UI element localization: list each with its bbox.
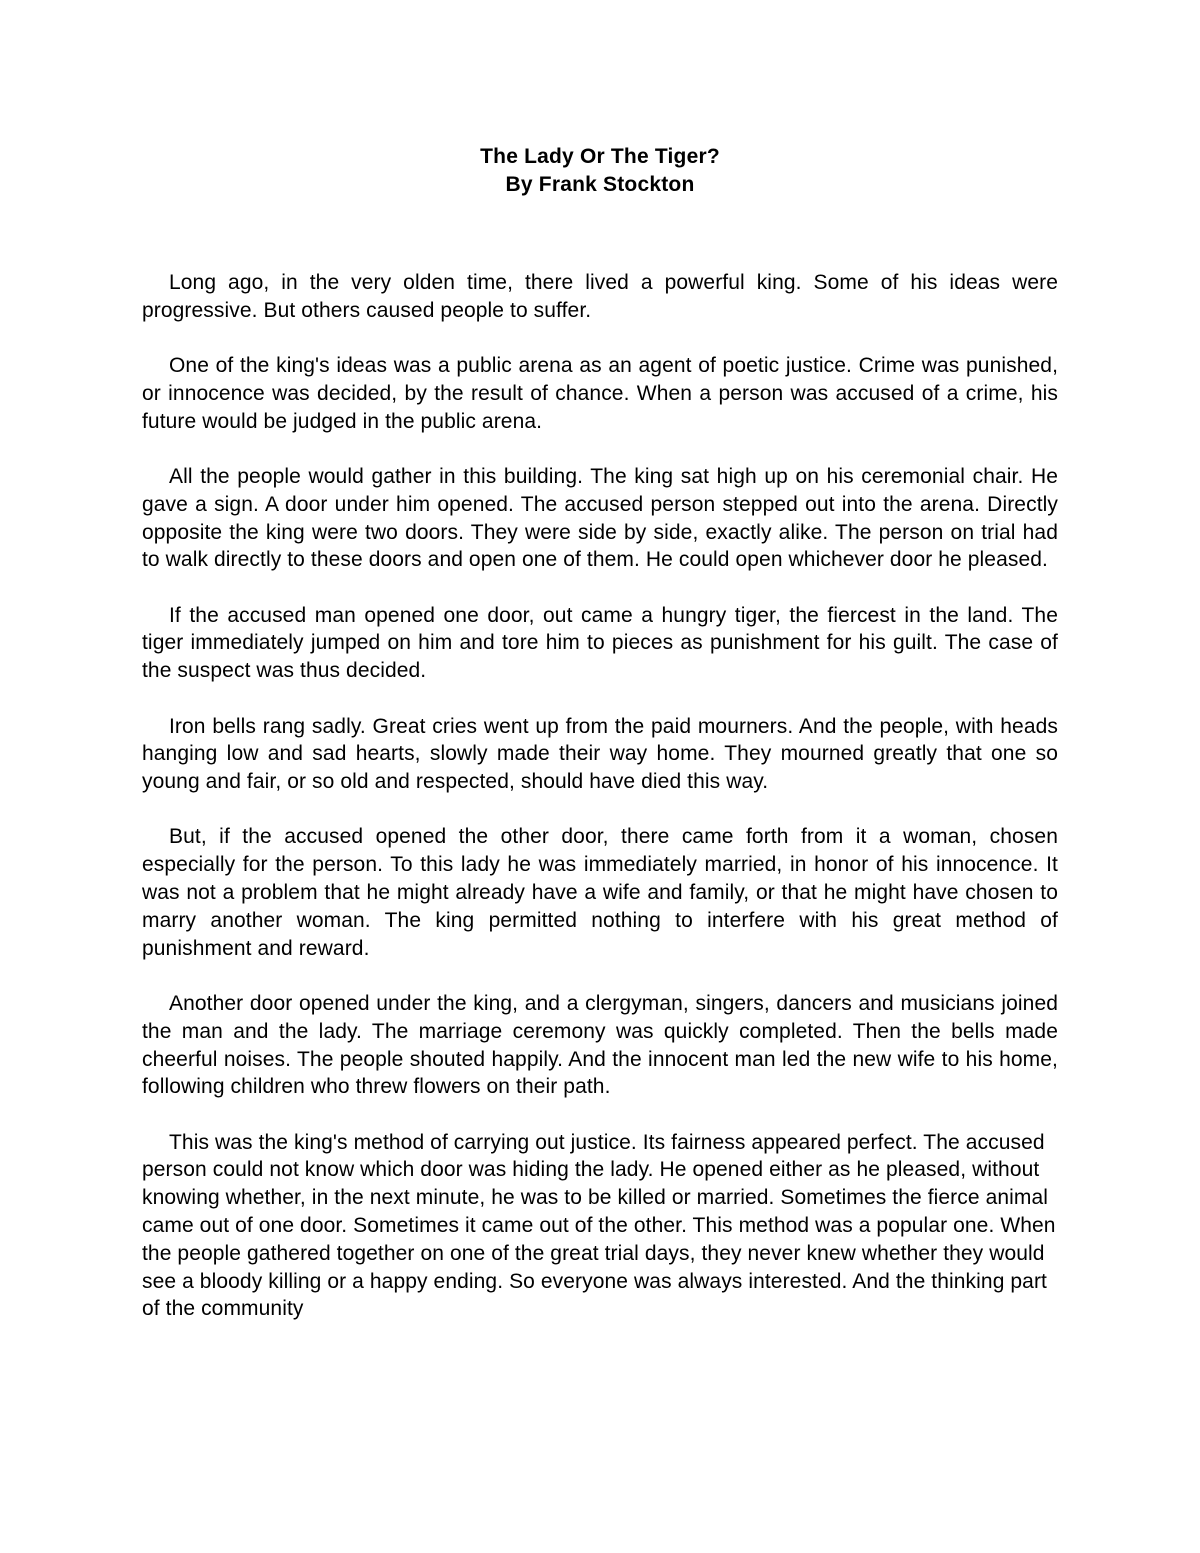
- paragraph: Iron bells rang sadly. Great cries went up from the paid mourners. And the people, with heads hanging low and sad hearts, slowly made their way home. They mourned greatly that one so young and fair, or so old and respected, should have died this way.: [142, 714, 1058, 794]
- document-author: By Frank Stockton: [505, 173, 695, 196]
- paragraph: If the accused man opened one door, out came a hungry tiger, the fiercest in the land. The tiger immediately jumped on him and tore him to pieces as punishment for his guilt. The case of the suspect was thus decided.: [142, 603, 1058, 683]
- title-block: [0, 143, 1200, 199]
- paragraph: But, if the accused opened the other door, there came forth from it a woman, chosen especially for the person. To this lady he was immediately married, in honor of his innocence. It was not a problem that he might already have a wife and family, or that he might have chosen to marry another woman. The king permitted nothing to interfere with his great method of punishment and reward.: [142, 825, 1058, 960]
- paragraph: This was the king's method of carrying out justice. Its fairness appeared perfect. The accused person could not know which door was hiding the lady. He opened either as he pleased, without knowing whether, in the next minute, he was to be killed or married. Sometimes the fierce animal came out of one door. Sometimes it came out of the other. This method was a popular one. When the people gathered together on one of the great trial days, they never knew whether they would see a bloody killing or a happy ending. So everyone was always interested. And the thinking part of the community: [142, 1130, 1056, 1321]
- paragraph: Long ago, in the very olden time, there lived a powerful king. Some of his ideas were progressive. But others caused people to suffer.: [142, 271, 1058, 322]
- paragraph: All the people would gather in this building. The king sat high up on his ceremonial chair. He gave a sign. A door under him opened. The accused person stepped out into the arena. Directly opposite the king were two doors. They were side by side, exactly alike. The person on trial had to walk directly to these doors and open one of them. He could open whichever door he pleased.: [142, 464, 1058, 572]
- paragraph: Another door opened under the king, and a clergyman, singers, dancers and musicians joined the man and the lady. The marriage ceremony was quickly completed. Then the bells made cheerful noises. The people shouted happily. And the innocent man led the new wife to his home, following children who threw flowers on their path.: [142, 991, 1058, 1099]
- story-body: [142, 269, 1058, 1323]
- document-title: The Lady Or The Tiger?: [480, 145, 720, 168]
- paragraph: One of the king's ideas was a public arena as an agent of poetic justice. Crime was punished, or innocence was decided, by the result of chance. When a person was accused of a crime, his future would be judged in the public arena.: [142, 354, 1058, 433]
